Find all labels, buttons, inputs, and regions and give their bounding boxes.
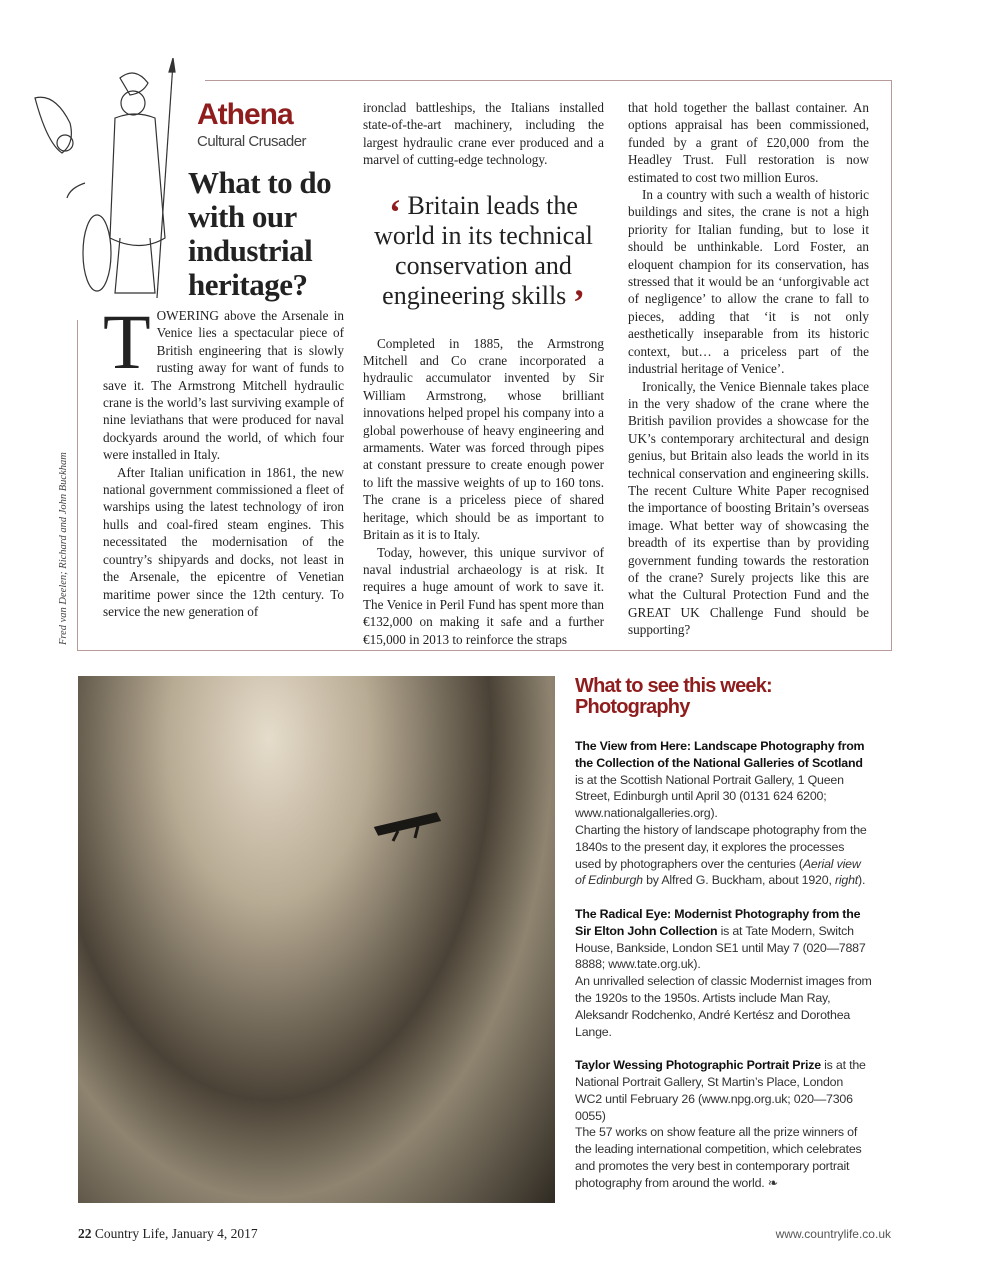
paragraph: ironclad battleships, the Italians installed state-of-the-art machinery, including the largest hydraulic crane ever produced and a marvel of cutting-edge technology. <box>363 100 604 168</box>
paragraph: In a country with such a wealth of historic buildings and sites, the crane is not a high priority for Italian funding, but to lose it should be unthinkable. Lord Foster, an eloquent champion for its conservation, has stressed that it would be an ‘unforgivable act of negligence’ to allow the crane to fall to pieces, adding that ‘it is not only aesthetically inseparable from its historic context, but… a priceless part of the industrial heritage of Venice’. <box>628 187 869 377</box>
paragraph: Today, however, this unique survivor of naval industrial archaeology is at risk. It requires a huge amount of work to save it. The Venice in Peril Fund has spent more than €132,000 on making it safe and a further €15,000 in 2013 to reinforce the straps <box>363 544 604 647</box>
illustration-credit: Fred van Deelen; Richard and John Buckham <box>58 452 69 645</box>
pull-quote: ‘ Britain leads the world in its technical conservation and engineering skills ’ <box>374 190 593 322</box>
paragraph: TOWERING above the Arsenale in Venice lies a spectacular piece of British engineering that is slowly rusting away for want of funds to save it. The Armstrong Mitchell hydraulic crane is the world’s last surviving example of nine leviathans that were produced for naval dockyards around the world, of which four were installed in Italy. <box>103 298 344 463</box>
article-column-2 <box>363 99 604 648</box>
listing-entry: The Radical Eye: Modernist Photography from the Sir Elton John Collection is at Tate Modern, Switch House, Bankside, London SE1 until May 7 (020—7887 8888; www.tate.org.uk). An unrivalled selection of classic Modernist images from the 1920s to the 1950s. Artists include Man Ray, Aleksandr Rodchenko, André Kertész and Dorothea Lange. <box>575 906 872 1039</box>
article-column-1 <box>103 298 344 620</box>
paragraph: Completed in 1885, the Armstrong Mitchell and Co crane incorporated a hydraulic accumulator invented by Sir William Armstrong, whose brilliant innovations helped propel his company into a global powerhouse of heavy engineering and armaments. Water was forced through pipes at constant pressure to create enough power to lift the massive weights of up to 160 tons. The crane is a priceless piece of shared heritage, which should be as important to Britain as it is to Italy. <box>363 335 604 543</box>
sidebar-title: What to see this week: Photography <box>575 675 772 718</box>
close-quote-mark: ’ <box>572 281 585 322</box>
website-url[interactable]: www.countrylife.co.uk <box>775 1227 891 1241</box>
drop-cap: T <box>103 298 151 385</box>
paragraph: Ironically, the Venice Biennale takes place in the very shadow of the crane where the British pavilion provides a showcase for the UK’s contemporary architectural and design genius, but Britain also leads the world in its technical conservation and engineering skills. The recent Culture White Paper recognised the importance of boosting Britain’s overseas image. What better way of showcasing the breadth of its expertise than by providing government funding towards the restoration of the crane? Surely projects like this are what the Cultural Protection Fund and the GREAT UK Challenge Fund should be supporting? <box>628 378 869 638</box>
aerial-photo-edinburgh <box>78 676 555 1203</box>
column-subtitle: Cultural Crusader <box>197 133 307 150</box>
paragraph: that hold together the ballast container. An options appraisal has been commissioned, funded by a grant of £20,000 from the Headley Trust. Full restoration is now estimated to cost two million Euros. <box>628 100 869 185</box>
folio <box>78 1226 258 1242</box>
page-number: 22 <box>78 1226 92 1241</box>
biplane-icon <box>78 676 555 1203</box>
paragraph: After Italian unification in 1861, the new national government commissioned a fleet of warships using the latest technology of iron hulls and coal-fired steam engines. This necessitated the modernisation of the country’s shipyards and docks, not least in the Arsenale, the epicentre of Venetian maritime power since the 12th century. To service the new generation of <box>103 464 344 619</box>
listing-entry: The View from Here: Landscape Photography from the Collection of the National Galleries of Scotland is at the Scottish National Portrait Gallery, 1 Queen Street, Edinburgh until April 30 (0131 624 6200; www.nationalgalleries.org). Charting the history of landscape photography from the 1840s to the present day, it explores the processes used by photographers over the centuries (Aerial view of Edinburgh by Alfred G. Buckham, about 1920, right). <box>575 739 867 888</box>
column-kicker: Athena <box>197 98 293 131</box>
listing-entry: Taylor Wessing Photographic Portrait Prize is at the National Portrait Gallery, St Martin’s Place, London WC2 until February 26 (www.npg.org.uk; 020—7306 0055) The 57 works on show feature all the prize winners of the leading international competition, which celebrates and promotes the very best in contemporary portrait photography from around the world. ❧ <box>575 1058 866 1190</box>
peacock-end-mark-icon: ❧ <box>767 1175 778 1190</box>
open-quote-mark: ‘ <box>389 191 402 232</box>
magazine-issue: Country Life, January 4, 2017 <box>94 1226 258 1241</box>
listings-sidebar <box>575 676 873 1208</box>
article-column-3 <box>628 99 869 639</box>
headline: What to do with our industrial heritage? <box>188 165 332 302</box>
athena-illustration <box>25 58 195 308</box>
